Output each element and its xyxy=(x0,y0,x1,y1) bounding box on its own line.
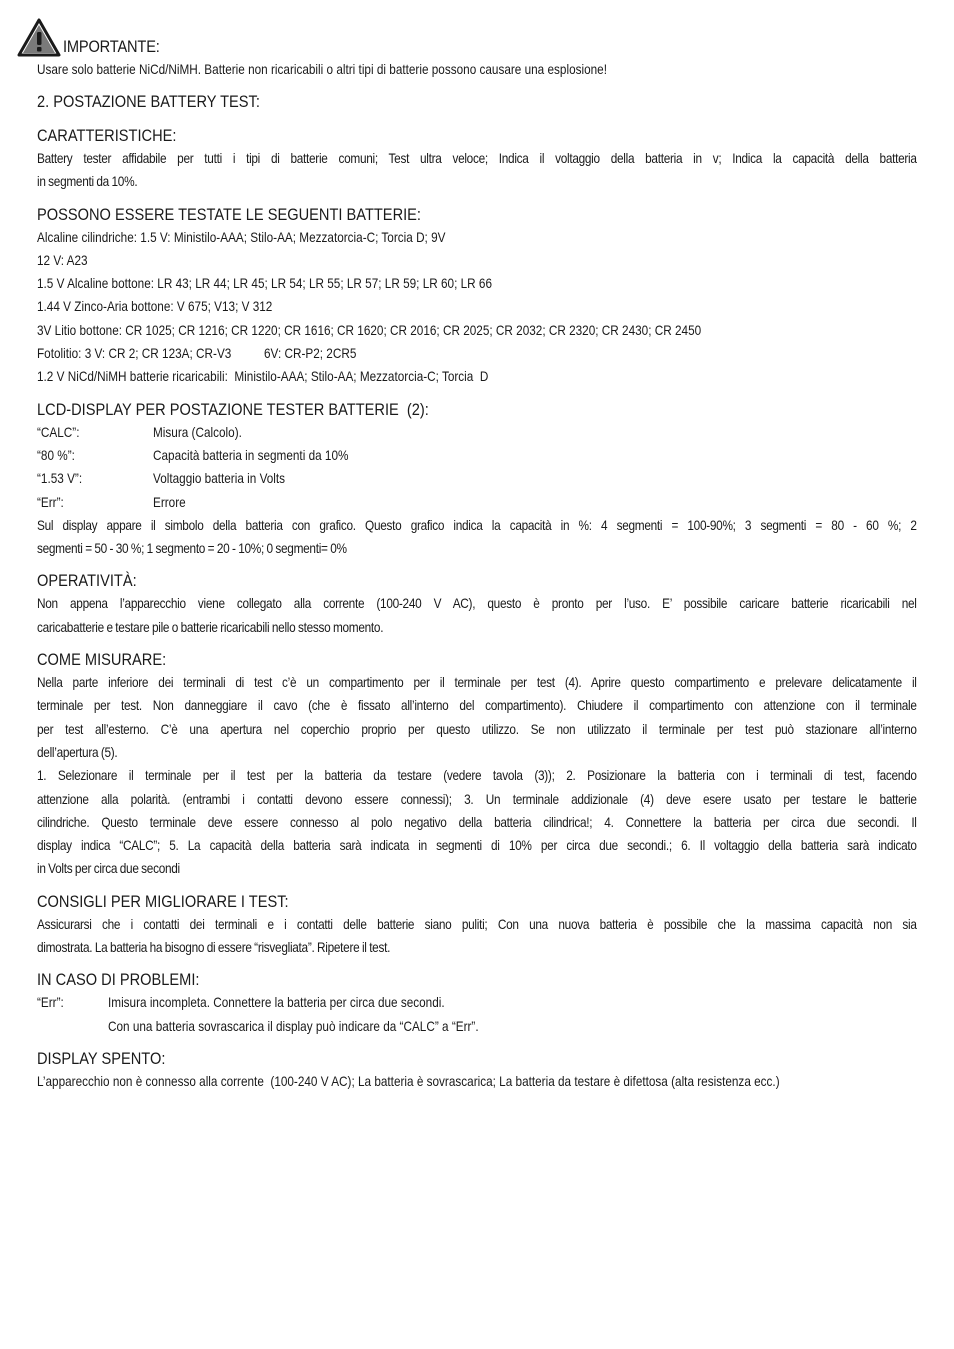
misurare-text: Nella parte inferiore dei terminali di test c’è un compartimento per il terminale per test (4). Aprire questo compartimento e prelevare delicatamente il terminale per test. Non danneggiare il cavo (che è fissato all’interno del compartimento). Chiudere il compartimento con attenzione con il terminale per test all’esterno. C’è una apertura nel coperchio proprio per questo utilizzo. Se non utilizzato il terminale per test può stazionare all’interno dell’apertura (5). 1. Selezionare il terminale per il test per la batteria da testare (vedere tavola (3)); 2. Posizionare la batteria con i terminali di test, facendo attenzione alla polarità. (entrambi i contatti devono essere connessi); 3. Un terminale addizionale (4) deve esere usato per testare le batterie cilindriche. Questo terminale deve essere connesso al polo negativo della batteria cilindrica!; 4. Connettere la batteria per circa due secondi. Il display indica “CALC”; 5. La capacità della batteria sarà indicata in segmenti di 10% per circa due secondi.; 6. Il voltaggio della batteria sarà indicato in Volts per circa due secondi xyxy=(37,674,917,877)
warning-text: Usare solo batterie NiCd/NiMH. Batterie non ricaricabili o altri tipi di batterie possono causare una esplosione! xyxy=(37,61,607,77)
batterie-title: POSSONO ESSERE TESTATE LE SEGUENTI BATTERIE: xyxy=(37,204,422,224)
operativita-title: OPERATIVITÀ: xyxy=(37,571,137,591)
problemi-title: IN CASO DI PROBLEMI: xyxy=(37,970,200,990)
lcd-text: Sul display appare il simbolo della batteria con grafico. Questo grafico indica la capacità in %: 4 segmenti = 100-90%; 3 segmenti = 80 - 60 %; 2 segmenti = 50 - 30 %; 1 segmento = 20 - 10%; 0 segmenti= 0% xyxy=(37,516,917,557)
list-item: 3V Litio bottone: CR 1025; CR 1216; CR 1220; CR 1616; CR 1620; CR 2016; CR 2025; CR 2032; CR 2320; CR 2430; CR 2450 xyxy=(37,321,702,338)
list-item: 12 V: A23 xyxy=(37,251,88,268)
caratteristiche-title: CARATTERISTICHE: xyxy=(37,126,177,145)
consigli-title: CONSIGLI PER MIGLIORARE I TEST: xyxy=(37,891,289,911)
lcd-row: “CALC”: Misura (Calcolo). xyxy=(37,423,242,440)
spento-text: L’apparecchio non è connesso alla corrente (100-240 V AC); La batteria è sovrascarica; La batteria da testare è difettosa (alta resistenza ecc.) xyxy=(37,1072,780,1089)
lcd-row: “1.53 V”: Voltaggio batteria in Volts xyxy=(37,470,286,487)
list-item: Alcaline cilindriche: 1.5 V: Ministilo-AAA; Stilo-AA; Mezzatorcia-C; Torcia D; 9V xyxy=(37,228,446,245)
list-item: 1.2 V NiCd/NiMH batterie ricaricabili: Ministilo-AAA; Stilo-AA; Mezzatorcia-C; Torcia D xyxy=(37,368,489,385)
lcd-definitions xyxy=(37,421,917,514)
list-item: Fotolitio: 3 V: CR 2; CR 123A; CR-V3 6V: CR-P2; 2CR5 xyxy=(37,345,357,362)
consigli-text: Assicurarsi che i contatti dei terminali e i contatti delle batterie siano puliti; Con una nuova batteria è possibile che la massima capacità non sia dimostrata. La batteria ha bisogno di essere “risvegliata”. Ripetere il test. xyxy=(37,915,917,956)
warning-title: IMPORTANTE: xyxy=(63,37,160,56)
list-item: 1.44 V Zinco-Aria bottone: V 675; V13; V 312 xyxy=(37,298,273,315)
spento-title: DISPLAY SPENTO: xyxy=(37,1048,166,1068)
warning-header xyxy=(17,18,917,58)
lcd-title: LCD-DISPLAY PER POSTAZIONE TESTER BATTERIE (2): xyxy=(37,399,429,419)
section-title: 2. POSTAZIONE BATTERY TEST: xyxy=(37,92,260,111)
manual-page xyxy=(37,18,917,1093)
problemi-row: “Err”: Imisura incompleta. Connettere la batteria per circa due secondi. Con una batteria sovrascarica il display può indicare da “CALC” a “Err”. xyxy=(37,994,479,1034)
misurare-title: COME MISURARE: xyxy=(37,650,167,670)
list-item: 1.5 V Alcaline bottone: LR 43; LR 44; LR 45; LR 54; LR 55; LR 57; LR 59; LR 60; LR 66 xyxy=(37,275,493,292)
warning-triangle-icon xyxy=(17,18,61,58)
lcd-row: “80 %”: Capacità batteria in segmenti da 10% xyxy=(37,446,349,463)
lcd-row: “Err”: Errore xyxy=(37,493,186,510)
operativita-text: Non appena l’apparecchio viene collegato alla corrente (100-240 V AC), questo è pronto per l’uso. E’ possibile caricare batterie ricaricabili nel caricabatterie e testare pile o batterie ricaricabili nello stesso momento. xyxy=(37,595,917,635)
caratteristiche-text: Battery tester affidabile per tutti i tipi di batterie comuni; Test ultra veloce; Indica il voltaggio della batteria in v; Indica la capacità della batteria in segmenti da 10%. xyxy=(37,150,917,190)
batterie-list xyxy=(37,226,917,389)
